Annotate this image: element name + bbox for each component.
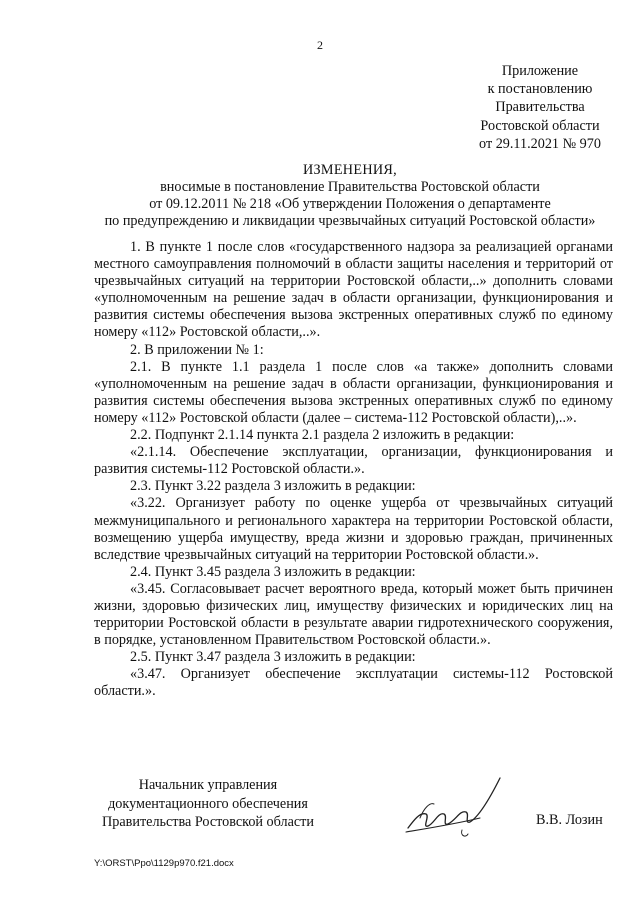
signatory-position-line: документационного обеспечения	[108, 795, 308, 812]
paragraph-2-2: 2.2. Подпункт 2.1.14 пункта 2.1 раздела 2 изложить в редакции:	[130, 427, 515, 444]
paragraph-2-4: 2.4. Пункт 3.45 раздела 3 изложить в редакции:	[130, 563, 416, 580]
annex-line: Ростовской области	[480, 117, 600, 134]
signatory-name: В.В. Лозин	[536, 812, 603, 828]
document-title: ИЗМЕНЕНИЯ,	[302, 162, 398, 178]
signatory-position	[88, 776, 328, 832]
paragraph-2-1: 2.1. В пункте 1.1 раздела 1 после слов «а также» дополнить словами «уполномоченным на решение задач в области организации, функционирования и развития системы обеспечения вызова экстренных оперативных служб по единому номеру «112» Ростовской области (далее – система-112 Ростовской области),..».	[94, 358, 613, 426]
page-number: 2	[317, 38, 323, 52]
quote-3-47: «3.47. Организует обеспечение эксплуатации системы-112 Ростовской области.».	[94, 666, 613, 700]
paragraph-2-3: 2.3. Пункт 3.22 раздела 3 изложить в редакции:	[130, 478, 416, 495]
file-path: Y:\ORST\Ppo\1129p970.f21.docx	[94, 858, 234, 869]
signatory-position-line: Правительства Ростовской области	[102, 814, 314, 830]
document-title-block	[90, 162, 610, 231]
quote-3-22: «3.22. Организует работу по оценке ущерба от чрезвычайных ситуаций межмуниципального и регионального характера на территории Ростовской области, возмещению ущерба имуществу, вреда жизни и здоровью граждан, причиненных вследствие чрезвычайных ситуаций на территории Ростовской области.».	[94, 495, 613, 563]
annex-line: от 29.11.2021 № 970	[479, 135, 601, 152]
annex-header	[430, 62, 640, 153]
subtitle-line: по предупреждению и ликвидации чрезвычайных ситуаций Ростовской области»	[104, 213, 596, 230]
subtitle-line: от 09.12.2011 № 218 «Об утверждении Положения о департаменте	[149, 196, 551, 213]
paragraph-2: 2. В приложении № 1:	[130, 341, 264, 358]
paragraph-2-5: 2.5. Пункт 3.47 раздела 3 изложить в редакции:	[130, 649, 416, 666]
handwritten-signature	[400, 768, 510, 848]
annex-line: к постановлению	[487, 81, 593, 98]
document-body	[94, 239, 613, 701]
annex-line: Приложение	[501, 63, 579, 79]
signatory-position-line: Начальник управления	[138, 777, 278, 793]
annex-line: Правительства	[495, 99, 585, 116]
quote-2-1-14: «2.1.14. Обеспечение эксплуатации, организации, функционирования и развития системы-112 Ростовской области.».	[94, 444, 613, 478]
document-subtitle	[90, 179, 610, 231]
quote-3-45: «3.45. Согласовывает расчет вероятного вреда, который может быть причинен жизни, здоровью физических лиц, имуществу физических и юридических лиц на территории Ростовской области в результате аварии гидротехнического сооружения, в порядке, установленном Правительством Ростовской области.».	[94, 580, 613, 649]
subtitle-line: вносимые в постановление Правительства Ростовской области	[160, 179, 540, 195]
paragraph-1: 1. В пункте 1 после слов «государственного надзора за реализацией органами местного самоуправления полномочий в области защиты населения и территорий от чрезвычайных ситуаций на территории Ростовской области,..» дополнить словами «уполномоченным на решение задач в области организации, функционирования и развития системы обеспечения вызова экстренных оперативных служб по единому номеру «112» Ростовской области,..».	[94, 239, 613, 341]
